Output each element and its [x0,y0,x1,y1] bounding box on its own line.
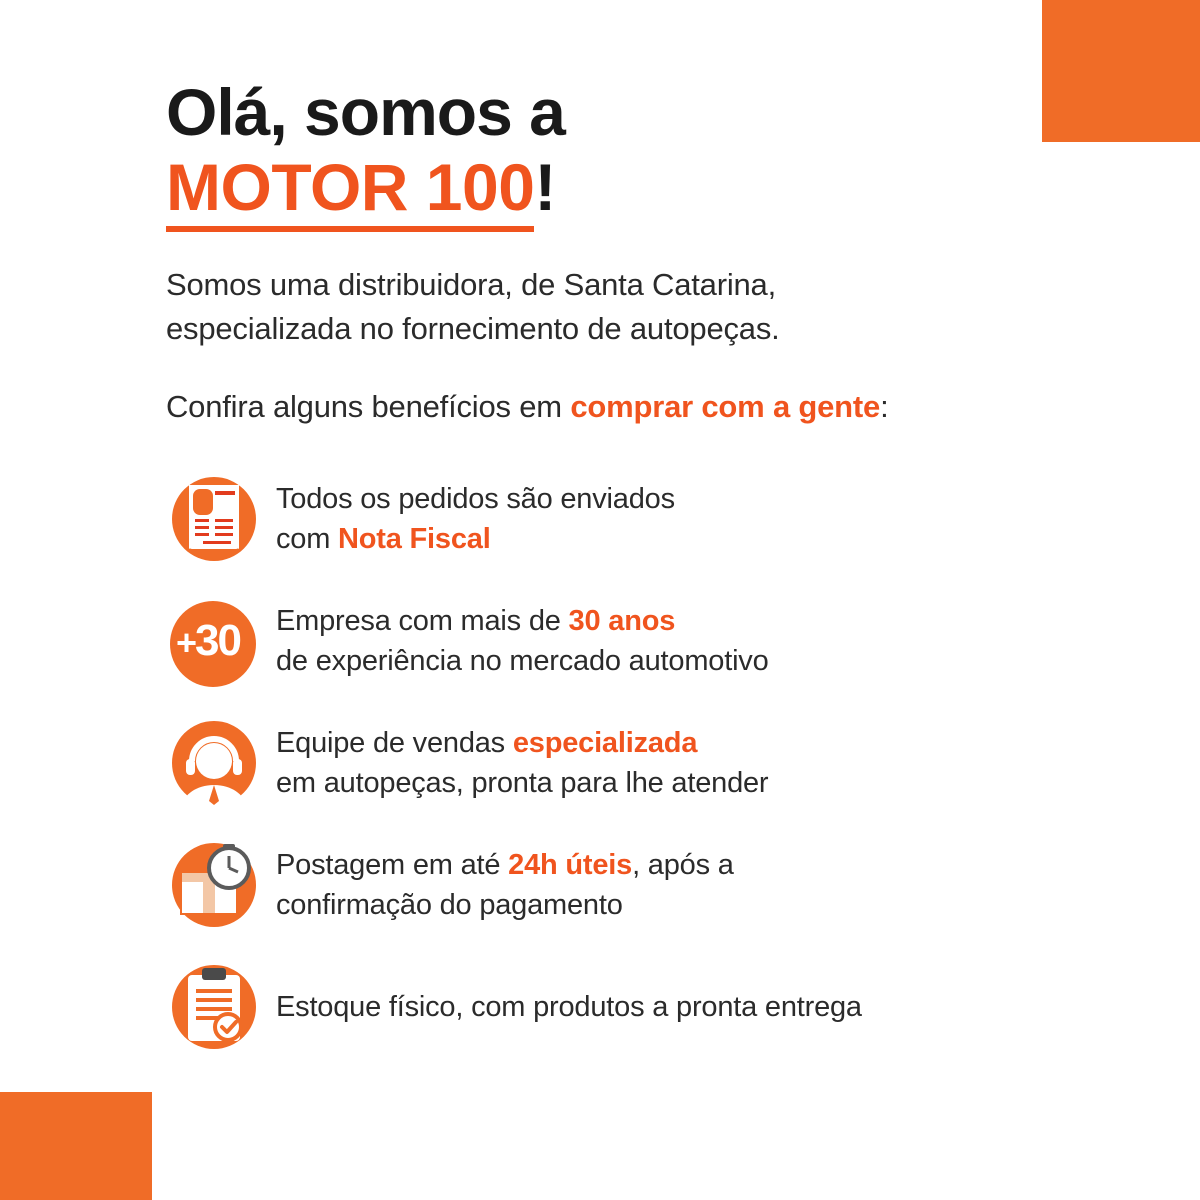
support-agent-icon [166,715,262,811]
benefit-1-line-1: Todos os pedidos são enviados [276,483,675,516]
list-item-text [276,845,734,925]
benefit-2-line-1-prefix: Empresa com mais de [276,605,569,638]
list-item-text [276,987,862,1027]
decorative-square-bottom-left [0,1092,152,1200]
benefit-1-highlight: Nota Fiscal [338,523,491,556]
benefit-4-line-1-prefix: Postagem em até [276,849,509,882]
brand-exclamation: ! [534,150,556,225]
list-item [166,465,1126,573]
benefit-4-line-2: confirmação do pagamento [276,889,623,922]
benefit-2-line-2: de experiência no mercado automotivo [276,645,769,678]
benefit-3-line-2: em autopeças, pronta para lhe atender [276,767,769,800]
page-title: Olá, somos a [166,75,565,149]
support-agent-icon-glyph [174,721,254,805]
subheading-suffix: : [880,389,889,425]
brand-title [166,149,1126,227]
benefits-subheading [166,389,1126,425]
lead-line-1: Somos uma distribuidora, de Santa Catarina, [166,267,777,303]
clipboard-check-icon-glyph [178,965,250,1049]
list-item [166,709,1126,817]
benefits-list [166,465,1126,1061]
brand-name: MOTOR 100 [166,150,534,232]
plus-thirty-badge-icon [166,593,262,689]
benefit-3-line-1-prefix: Equipe de vendas [276,727,513,760]
receipt-icon-glyph [179,479,249,559]
benefit-3-highlight: especializada [512,727,698,760]
badge-label [176,616,240,666]
list-item-text [276,723,768,803]
benefit-2-highlight: 30 anos [568,605,676,638]
benefit-1-line-2-prefix: com [276,523,339,556]
box-stopwatch-icon-glyph [171,842,257,928]
benefit-4-line-1-suffix: , após a [632,849,734,882]
badge-number: 30 [195,616,240,666]
list-item-text [276,601,769,681]
list-item [166,953,1126,1061]
subheading-highlight: comprar com a gente [570,389,881,425]
receipt-icon [166,471,262,567]
list-item [166,587,1126,695]
lead-line-2: especializada no fornecimento de autopeças. [166,311,780,347]
benefit-4-highlight: 24h úteis [508,849,633,882]
badge-plus-sign: + [176,622,196,664]
box-stopwatch-icon [166,837,262,933]
subheading-prefix: Confira alguns benefícios em [166,389,571,425]
list-item-text [276,479,675,559]
content-area [166,75,1126,1075]
lead-paragraph [166,263,1126,351]
list-item [166,831,1126,939]
benefit-5-line-1: Estoque físico, com produtos a pronta entrega [276,991,862,1024]
clipboard-check-icon [166,959,262,1055]
